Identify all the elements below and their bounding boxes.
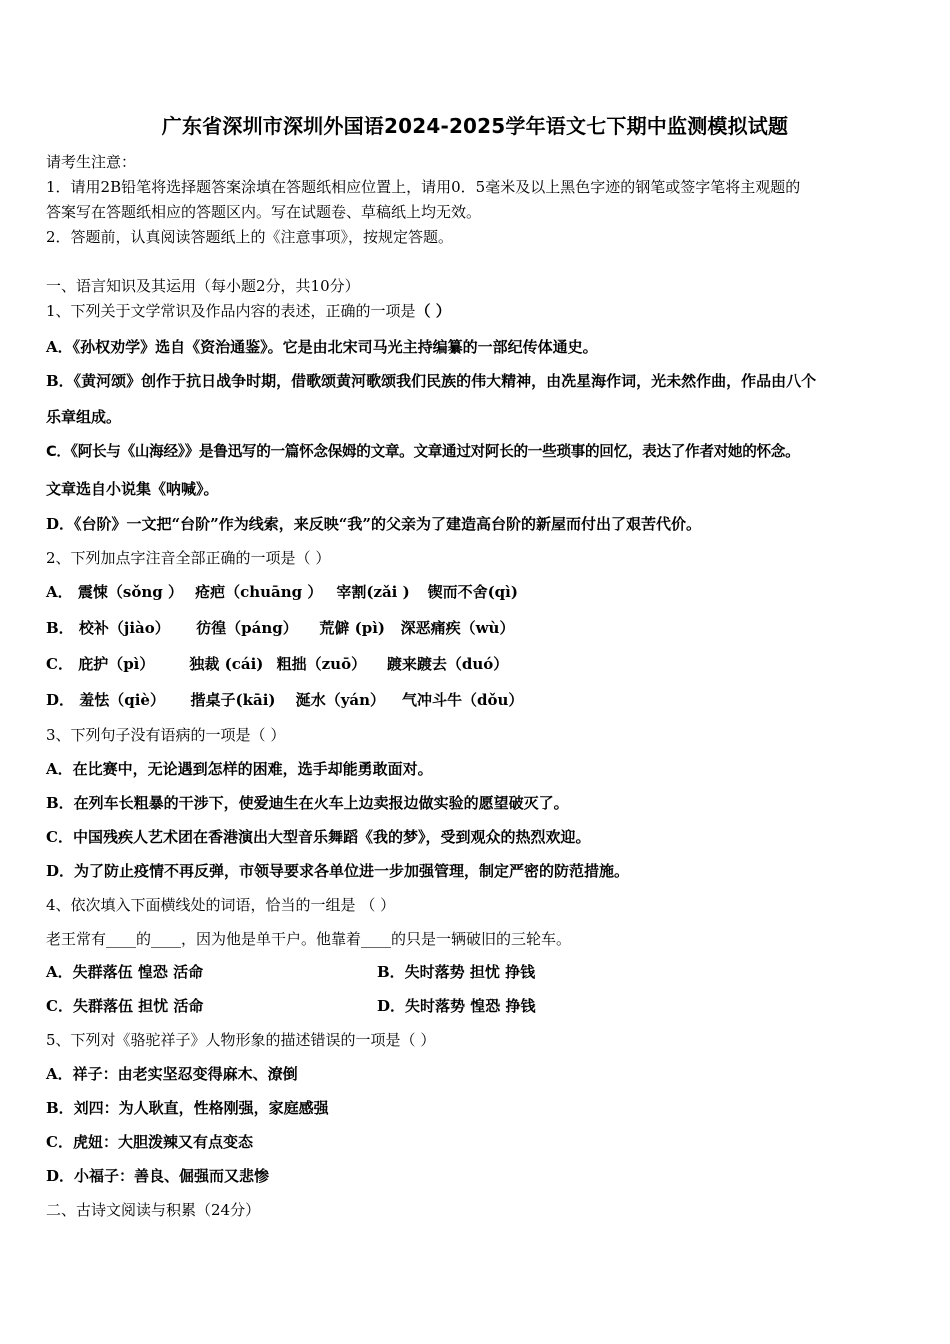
question-5-stem: 5、下列对《骆驼祥子》人物形象的描述错误的一项是（ ） <box>46 1031 436 1049</box>
notice-heading: 请考生注意： <box>46 153 137 171</box>
pinyin-item: 锲而不舍(qì) <box>427 583 518 601</box>
pinyin-item: 踱来踱去（duó） <box>386 655 509 673</box>
question-4-option-c: C．失群落伍 担忧 活命 <box>46 997 204 1015</box>
question-3-stem: 3、下列句子没有语病的一项是（ ） <box>46 726 286 744</box>
question-1-option-d: D．《台阶》一文把“台阶”作为线索，来反映“我”的父亲为了建造高台阶的新屋而付出了艰苦代价。 <box>46 515 702 533</box>
question-4-stem: 4、依次填入下面横线处的词语，恰当的一组是 （ ） <box>46 896 396 914</box>
question-5-option-c: C．虎妞：大胆泼辣又有点变态 <box>46 1133 253 1151</box>
question-1-text: 1、下列关于文学常识及作品内容的表述，正确的一项是 <box>46 302 416 320</box>
exam-title: 广东省深圳市深圳外国语2024-2025学年语文七下期中监测模拟试题 <box>161 114 789 138</box>
question-1-option-c-line-2: 文章选自小说集《呐喊》。 <box>46 480 219 498</box>
question-4-sentence: 老王常有____的____，因为他是单干户。他靠着____的只是一辆破旧的三轮车。 <box>46 930 572 948</box>
pinyin-item: 揩桌子(kāi) <box>190 691 276 709</box>
pinyin-item: 荒僻 (pì) <box>319 619 385 637</box>
question-1-option-c-line-1: C．《阿长与《山海经》》是鲁迅写的一篇怀念保姆的文章。文章通过对阿长的一些琐事的回忆，表达了作者对她的怀念。 <box>46 443 800 460</box>
pinyin-item: 彷徨（páng） <box>196 619 298 637</box>
question-2-option-c <box>46 654 508 674</box>
option-letter: A． <box>46 583 73 601</box>
question-1-stem <box>46 301 451 321</box>
question-4-option-b: B．失时落势 担忧 挣钱 <box>377 963 536 981</box>
question-3-option-c: C．中国残疾人艺术团在香港演出大型音乐舞蹈《我的梦》，受到观众的热烈欢迎。 <box>46 828 591 846</box>
pinyin-item: 涎水（yán） <box>295 691 386 709</box>
question-5-option-b: B．刘四：为人耿直，性格刚强，家庭感强 <box>46 1099 329 1117</box>
pinyin-item: 震悚（sǒng ） <box>77 583 183 601</box>
question-2-option-a <box>46 582 518 602</box>
pinyin-item: 独裁 (cái) <box>189 655 264 673</box>
pinyin-item: 深恶痛疾（wù） <box>400 619 515 637</box>
question-2-option-d <box>46 690 523 710</box>
option-letter: B． <box>46 619 74 637</box>
question-4-option-a: A．失群落伍 惶恐 活命 <box>46 963 204 981</box>
question-3-option-b: B．在列车长粗暴的干涉下，使爱迪生在火车上边卖报边做实验的愿望破灭了。 <box>46 794 569 812</box>
question-5-option-a: A．祥子：由老实坚忍变得麻木、潦倒 <box>46 1065 298 1083</box>
section-2-heading: 二、古诗文阅读与积累（24分） <box>46 1201 261 1219</box>
pinyin-item: 羞怯（qiè） <box>79 691 165 709</box>
notice-line-2: 答案写在答题纸相应的答题区内。写在试题卷、草稿纸上均无效。 <box>46 203 482 221</box>
question-4-option-d: D．失时落势 惶恐 挣钱 <box>377 997 536 1015</box>
pinyin-item: 庇护（pì） <box>78 655 155 673</box>
question-2-option-b <box>46 618 514 638</box>
pinyin-item: 疮疤（chuāng ） <box>195 583 323 601</box>
question-1-option-b-line-1: B．《黄河颂》创作于抗日战争时期，借歌颂黄河歌颂我们民族的伟大精神，由冼星海作词，光未然作曲，作品由八个 <box>46 372 817 390</box>
option-letter: C． <box>46 655 73 673</box>
question-1-option-b-line-2: 乐章组成。 <box>46 408 122 426</box>
question-1-option-a: A．《孙权劝学》选自《资治通鉴》。它是由北宋司马光主持编纂的一部纪传体通史。 <box>46 338 598 356</box>
pinyin-item: 气冲斗牛（dǒu） <box>401 691 524 709</box>
question-3-option-d: D．为了防止疫情不再反弹，市领导要求各单位进一步加强管理，制定严密的防范措施。 <box>46 862 630 880</box>
question-5-option-d: D．小福子：善良、倔强而又悲惨 <box>46 1167 270 1185</box>
question-3-option-a: A．在比赛中，无论遇到怎样的困难，选手却能勇敢面对。 <box>46 760 433 778</box>
pinyin-item: 粗拙（zuō） <box>276 655 367 673</box>
question-1-paren: （ ） <box>415 302 451 320</box>
section-1-heading: 一、语言知识及其运用（每小题2分，共10分） <box>46 277 360 295</box>
pinyin-item: 校补（jiào） <box>78 619 170 637</box>
option-letter: D． <box>46 691 75 709</box>
notice-line-1: 1．请用2B铅笔将选择题答案涂填在答题纸相应位置上，请用0．5毫米及以上黑色字迹的钢笔或签字笔将主观题的 <box>46 178 801 196</box>
notice-line-3: 2．答题前，认真阅读答题纸上的《注意事项》，按规定答题。 <box>46 228 454 246</box>
pinyin-item: 宰割(zǎi ) <box>336 583 410 601</box>
question-2-stem: 2、下列加点字注音全部正确的一项是（ ） <box>46 549 331 567</box>
